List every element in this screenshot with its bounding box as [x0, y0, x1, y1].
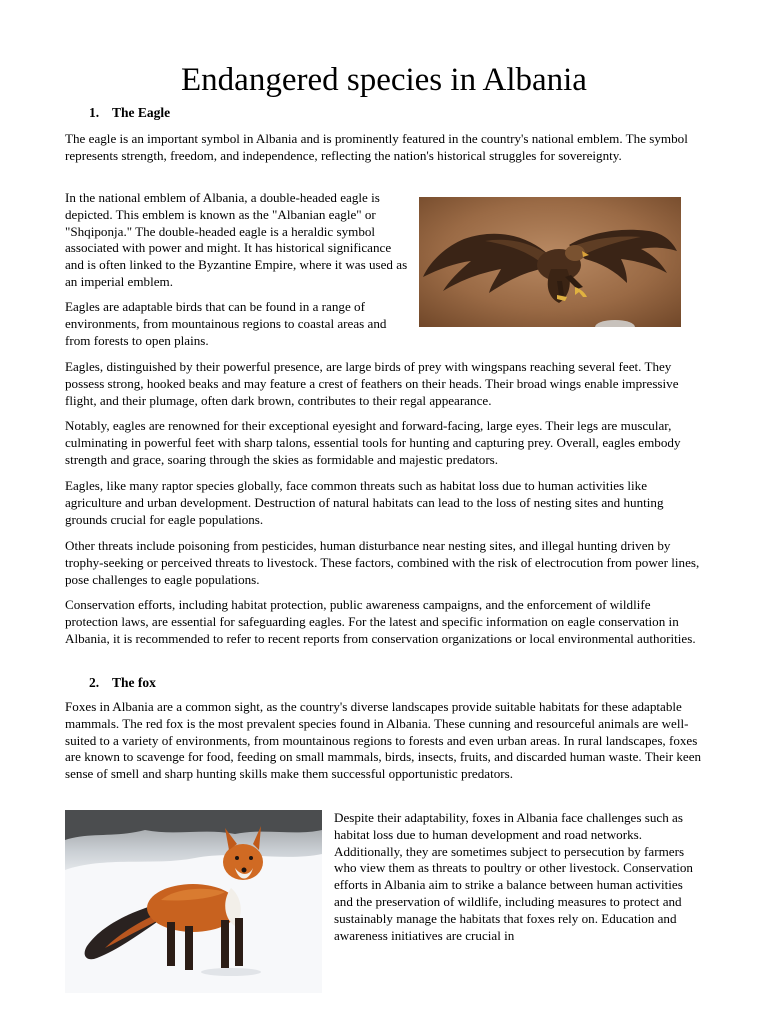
paragraph: Notably, eagles are renowned for their exceptional eyesight and forward-facing, large eyes. Their legs are muscular, culminating in powerful feet with sharp talons, essential tools for hunting and capturing prey. Overall, eagles embody strength and grace, soaring through the skies as formidable and majestic predators.	[65, 418, 681, 467]
section-number: 2.	[89, 675, 100, 690]
section-number: 1.	[89, 105, 100, 120]
paragraph: In the national emblem of Albania, a double-headed eagle is depicted. This emblem is known as the "Albanian eagle" or "Shqiponja." The double-headed eagle is a heraldic symbol associated with power and might. It has historical significance and is often linked to the Byzantine Empire, where it was used as an imperial emblem.	[65, 190, 408, 289]
page-title: Endangered species in Albania	[181, 62, 587, 98]
paragraph: The eagle is an important symbol in Albania and is prominently featured in the country's national emblem. The symbol represents strength, freedom, and independence, reflecting the nation's historical struggles for sovereignty.	[65, 131, 688, 163]
fox-photo	[65, 810, 322, 993]
paragraph: Conservation efforts, including habitat protection, public awareness campaigns, and the enforcement of wildlife protection laws, are essential for safeguarding eagles. For the latest and specific information on eagle conservation in Albania, it is recommended to refer to recent reports from conservation organizations or local environmental authorities.	[65, 597, 696, 646]
eagle-photo	[419, 197, 681, 327]
paragraph: Eagles, distinguished by their powerful presence, are large birds of prey with wingspans reaching several feet. They possess strong, hooked beaks and may feature a crest of feathers on their heads. Their broad wings enable impressive flight, and their plumage, often dark brown, contributes to their regal appearance.	[65, 359, 679, 408]
section-title: The Eagle	[112, 105, 171, 120]
paragraph: Eagles, like many raptor species globally, face common threats such as habitat loss due to human activities like agriculture and urban development. Destruction of natural habitats can lead to the loss of nesting sites and hunting grounds crucial for eagle populations.	[65, 478, 664, 527]
paragraph: Eagles are adaptable birds that can be found in a range of environments, from mountainous regions to coastal areas and from forests to open plains.	[65, 299, 387, 348]
section-heading-eagle	[89, 104, 170, 121]
paragraph: Foxes in Albania are a common sight, as the country's diverse landscapes provide suitable habitats for these adaptable mammals. The red fox is the most prevalent species found in Albania. These cunning and resourceful animals are well-suited to a variety of environments, from mountainous regions to forests and even urban areas. In rural landscapes, foxes are known to scavenge for food, feeding on small mammals, birds, insects, fruits, and discarded human waste. Their keen sense of smell and sharp hunting skills make them successful opportunistic predators.	[65, 699, 702, 782]
paragraph: Despite their adaptability, foxes in Albania face challenges such as habitat loss due to human development and road networks. Additionally, they are sometimes subject to persecution by farmers who view them as threats to poultry or other livestock. Conservation efforts in Albania aim to strike a balance between human activities and the preservation of wildlife, including measures to protect and sustainably manage the habitats that foxes rely on. Education and awareness initiatives are crucial in	[334, 810, 693, 943]
section-heading-fox	[89, 674, 156, 691]
section-title: The fox	[112, 675, 156, 690]
paragraph: Other threats include poisoning from pesticides, human disturbance near nesting sites, and illegal hunting driven by trophy-seeking or perceived threats to livestock. These factors, combined with the risk of electrocution from power lines, pose challenges to eagle populations.	[65, 538, 700, 587]
